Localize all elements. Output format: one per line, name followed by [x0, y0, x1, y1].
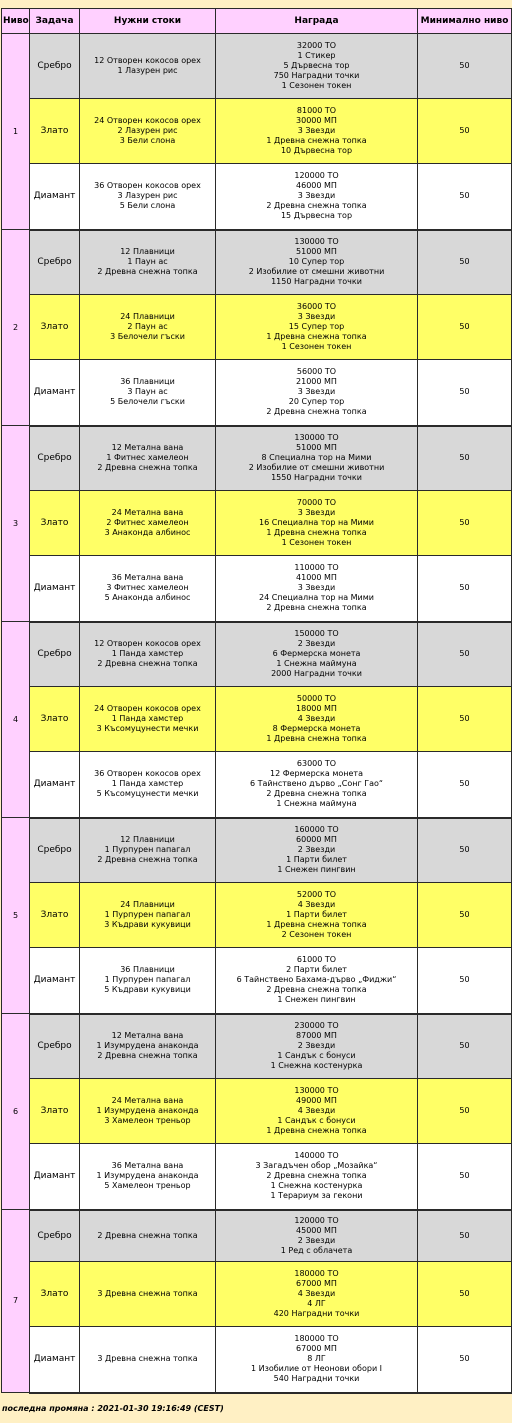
task-cell: Сребро — [30, 426, 80, 491]
reward-line: 1 Древна снежна топка — [266, 734, 367, 743]
reward-line: 63000 ТО — [296, 759, 337, 769]
task-cell: Злато — [30, 1079, 80, 1144]
goods-line: 36 Отворен кокосов орех — [94, 181, 201, 191]
reward-line: 10 Супер тор — [288, 257, 345, 267]
goods-line: 12 Плавници — [120, 835, 175, 845]
reward-line: 21000 МП — [296, 377, 337, 387]
reward-line: 49000 МП — [296, 1096, 337, 1105]
table-row — [2, 99, 512, 164]
reward-line: 1 Древна снежна топка — [266, 920, 367, 929]
reward-line: 10 Дървесна тор — [280, 146, 353, 155]
reward-line: 18000 МП — [296, 704, 337, 713]
goods-line: 24 Метална вана — [111, 1096, 184, 1105]
min-level-cell: 50 — [418, 752, 512, 818]
reward-line: 51000 МП — [296, 247, 337, 257]
goods-line: 3 Паун ас — [127, 387, 168, 397]
reward-line: 4 Звезди — [297, 714, 336, 723]
goods-line: 12 Плавници — [120, 247, 175, 257]
goods-line: 1 Изумрудена анаконда — [96, 1171, 199, 1181]
reward-line: 1 Снежна маймуна — [276, 659, 357, 669]
task-cell: Диамант — [30, 556, 80, 622]
reward-line: 1150 Наградни точки — [271, 277, 362, 287]
goods-line: 36 Отворен кокосов орех — [94, 769, 201, 779]
reward-line: 1 Снежна костенурка — [270, 1061, 363, 1071]
reward-line: 750 Наградни точки — [273, 71, 360, 80]
goods-line: 1 Пурпурен папагал — [104, 975, 191, 985]
goods-cell — [80, 1210, 216, 1262]
min-level-cell: 50 — [418, 818, 512, 883]
goods-line: 24 Плавници — [120, 312, 175, 321]
reward-line: 60000 МП — [296, 835, 337, 845]
level-cell: 4 — [2, 622, 30, 818]
reward-line: 67000 МП — [296, 1279, 337, 1288]
reward-line: 61000 ТО — [296, 955, 337, 965]
goods-line: 5 Къдрави кукувици — [104, 985, 191, 995]
goods-cell — [80, 491, 216, 556]
reward-line: 2 Древна снежна топка — [266, 407, 367, 417]
reward-line: 3 Звезди — [297, 508, 336, 517]
reward-cell — [216, 883, 418, 948]
reward-cell — [216, 34, 418, 99]
goods-cell — [80, 556, 216, 622]
min-level-cell: 50 — [418, 491, 512, 556]
reward-cell — [216, 230, 418, 295]
table-row — [2, 818, 512, 883]
goods-cell — [80, 230, 216, 295]
min-level-cell: 50 — [418, 948, 512, 1014]
level-cell: 5 — [2, 818, 30, 1014]
min-level-cell: 50 — [418, 295, 512, 360]
reward-line: 2 Изобилие от смешни животни — [248, 267, 385, 277]
min-level-cell: 50 — [418, 1079, 512, 1144]
goods-line: 12 Отворен кокосов орех — [94, 56, 201, 65]
reward-line: 160000 ТО — [294, 825, 339, 835]
reward-line: 540 Наградни точки — [273, 1374, 360, 1384]
goods-cell — [80, 1014, 216, 1079]
task-cell: Сребро — [30, 622, 80, 687]
reward-line: 4 Звезди — [297, 1289, 336, 1298]
last-modified: последна промяна : 2021-01-30 19:16:49 (CEST) — [2, 1404, 224, 1413]
goods-line: 2 Древна снежна топка — [97, 1051, 198, 1061]
reward-line: 110000 ТО — [294, 563, 339, 573]
table-row — [2, 687, 512, 752]
task-cell: Диамант — [30, 360, 80, 426]
reward-line: 2 Древна снежна топка — [266, 201, 367, 211]
goods-cell — [80, 295, 216, 360]
goods-line: 1 Панда хамстер — [111, 779, 184, 789]
reward-line: 87000 МП — [296, 1031, 337, 1041]
goods-line: 3 Къдрави кукувици — [104, 920, 191, 929]
reward-line: 180000 ТО — [294, 1269, 339, 1278]
reward-line: 8 Фермерска монета — [272, 724, 361, 733]
goods-line: 5 Белочели гъски — [110, 397, 185, 407]
task-cell: Злато — [30, 491, 80, 556]
table-body — [2, 34, 512, 1393]
goods-cell — [80, 426, 216, 491]
table-row — [2, 883, 512, 948]
table-row — [2, 622, 512, 687]
reward-line: 46000 МП — [296, 181, 337, 191]
reward-line: 120000 ТО — [294, 171, 339, 181]
reward-line: 2 Звезди — [297, 845, 336, 855]
task-cell: Сребро — [30, 1014, 80, 1079]
goods-line: 12 Отворен кокосов орех — [94, 639, 201, 649]
reward-cell — [216, 360, 418, 426]
goods-line: 2 Древна снежна топка — [97, 463, 198, 473]
reward-line: 230000 ТО — [294, 1021, 339, 1031]
table-row — [2, 948, 512, 1014]
task-cell: Диамант — [30, 948, 80, 1014]
reward-cell — [216, 426, 418, 491]
header-task: Задача — [30, 9, 80, 34]
table-row — [2, 491, 512, 556]
reward-line: 32000 ТО — [296, 41, 337, 50]
goods-line: 1 Пурпурен папагал — [104, 910, 191, 919]
reward-line: 3 Загадъчен обор „Мозайка“ — [255, 1161, 378, 1171]
goods-line: 24 Плавници — [120, 900, 175, 909]
goods-line: 12 Метална вана — [111, 443, 184, 453]
reward-line: 4 ЛГ — [307, 1299, 326, 1308]
reward-cell — [216, 99, 418, 164]
goods-line: 12 Метална вана — [111, 1031, 184, 1041]
header-goods: Нужни стоки — [80, 9, 216, 34]
reward-line: 1550 Наградни точки — [271, 473, 362, 483]
min-level-cell: 50 — [418, 1327, 512, 1393]
task-cell: Диамант — [30, 1144, 80, 1210]
goods-cell — [80, 622, 216, 687]
goods-line: 3 Древна снежна топка — [97, 1354, 198, 1364]
task-cell: Сребро — [30, 818, 80, 883]
goods-line: 3 Късомуцунести мечки — [96, 724, 199, 733]
reward-line: 130000 ТО — [294, 237, 339, 247]
table-row — [2, 1144, 512, 1210]
reward-line: 2 Звезди — [297, 639, 336, 649]
reward-line: 2 Древна снежна топка — [266, 985, 367, 995]
reward-cell — [216, 622, 418, 687]
goods-line: 2 Древна снежна топка — [97, 267, 198, 277]
reward-line: 6 Фермерска монета — [272, 649, 361, 659]
goods-cell — [80, 1262, 216, 1327]
goods-line: 3 Древна снежна топка — [97, 1289, 198, 1298]
reward-line: 1 Сандък с бонуси — [277, 1116, 356, 1125]
goods-line: 36 Плавници — [120, 377, 175, 387]
task-cell: Сребро — [30, 1210, 80, 1262]
reward-line: 2 Древна снежна топка — [266, 789, 367, 799]
goods-line: 5 Анаконда албинос — [104, 593, 191, 603]
table-row — [2, 1262, 512, 1327]
level-cell: 3 — [2, 426, 30, 622]
level-cell: 6 — [2, 1014, 30, 1210]
task-cell: Сребро — [30, 34, 80, 99]
min-level-cell: 50 — [418, 1014, 512, 1079]
level-cell: 7 — [2, 1210, 30, 1393]
goods-line: 3 Хамелеон треньор — [104, 1116, 191, 1125]
task-cell: Диамант — [30, 1327, 80, 1393]
reward-line: 3 Звезди — [297, 126, 336, 135]
goods-line: 36 Метална вана — [111, 573, 184, 583]
reward-line: 3 Звезди — [297, 191, 336, 201]
reward-line: 1 Сезонен токен — [281, 81, 352, 90]
reward-line: 1 Древна снежна топка — [266, 1126, 367, 1135]
task-cell: Злато — [30, 295, 80, 360]
min-level-cell: 50 — [418, 622, 512, 687]
reward-line: 1 Древна снежна топка — [266, 136, 367, 145]
reward-line: 2000 Наградни точки — [271, 669, 362, 679]
table-row — [2, 426, 512, 491]
min-level-cell: 50 — [418, 687, 512, 752]
reward-cell — [216, 1262, 418, 1327]
goods-line: 24 Метална вана — [111, 508, 184, 517]
min-level-cell: 50 — [418, 883, 512, 948]
reward-line: 3 Звезди — [297, 312, 336, 321]
goods-cell — [80, 883, 216, 948]
min-level-cell: 50 — [418, 426, 512, 491]
goods-line: 3 Анаконда албинос — [104, 528, 191, 537]
reward-line: 8 Специална тор на Мими — [261, 453, 372, 463]
reward-line: 41000 МП — [296, 573, 337, 583]
reward-line: 56000 ТО — [296, 367, 337, 377]
reward-line: 4 Звезди — [297, 1106, 336, 1115]
reward-line: 36000 ТО — [296, 302, 337, 311]
task-cell: Злато — [30, 99, 80, 164]
table-row — [2, 360, 512, 426]
reward-line: 15 Супер тор — [288, 322, 345, 331]
reward-line: 50000 ТО — [296, 694, 337, 703]
reward-line: 24 Специална тор на Мими — [259, 593, 374, 603]
goods-line: 5 Хамелеон треньор — [104, 1181, 191, 1191]
reward-line: 150000 ТО — [294, 629, 339, 639]
goods-line: 1 Изумрудена анаконда — [96, 1041, 199, 1051]
reward-line: 2 Звезди — [297, 1235, 336, 1245]
reward-line: 20 Супер тор — [288, 397, 345, 407]
table-row — [2, 295, 512, 360]
goods-cell — [80, 34, 216, 99]
task-cell: Злато — [30, 687, 80, 752]
goods-line: 1 Фитнес хамелеон — [106, 453, 189, 463]
goods-cell — [80, 752, 216, 818]
goods-line: 2 Древна снежна топка — [97, 855, 198, 865]
reward-line: 6 Тайнствено дърво „Сонг Гао“ — [249, 779, 384, 789]
reward-cell — [216, 1327, 418, 1393]
goods-cell — [80, 1079, 216, 1144]
reward-line: 3 Звезди — [297, 387, 336, 397]
reward-line: 1 Снежна маймуна — [276, 799, 357, 809]
reward-line: 2 Древна снежна топка — [266, 603, 367, 613]
reward-line: 130000 ТО — [294, 433, 339, 443]
min-level-cell: 50 — [418, 34, 512, 99]
goods-line: 36 Метална вана — [111, 1161, 184, 1171]
table-row — [2, 1079, 512, 1144]
reward-line: 16 Специална тор на Мими — [259, 518, 374, 527]
goods-line: 24 Отворен кокосов орех — [94, 704, 201, 713]
table-row — [2, 1327, 512, 1393]
goods-cell — [80, 1327, 216, 1393]
min-level-cell: 50 — [418, 230, 512, 295]
reward-line: 1 Сандък с бонуси — [277, 1051, 356, 1061]
goods-line: 1 Панда хамстер — [111, 714, 184, 723]
goods-line: 1 Пурпурен папагал — [104, 845, 191, 855]
reward-cell — [216, 295, 418, 360]
min-level-cell: 50 — [418, 164, 512, 230]
table-row — [2, 34, 512, 99]
reward-line: 1 Тераpиум за гекони — [270, 1191, 363, 1201]
table-row — [2, 752, 512, 818]
task-cell: Злато — [30, 1262, 80, 1327]
goods-line: 1 Паун ас — [127, 257, 168, 267]
reward-line: 1 Парти билет — [286, 855, 347, 865]
quest-table — [1, 8, 512, 1394]
goods-line: 2 Древна снежна топка — [97, 1230, 198, 1240]
min-level-cell: 50 — [418, 1262, 512, 1327]
reward-line: 1 Снежен пингвин — [277, 995, 356, 1005]
reward-line: 1 Древна снежна топка — [266, 528, 367, 537]
reward-line: 1 Древна снежна топка — [266, 332, 367, 341]
task-cell: Диамант — [30, 752, 80, 818]
reward-cell — [216, 752, 418, 818]
reward-line: 2 Парти билет — [286, 965, 347, 975]
table-row — [2, 1210, 512, 1262]
reward-line: 45000 МП — [296, 1225, 337, 1235]
reward-line: 12 Фермерска монета — [270, 769, 363, 779]
reward-cell — [216, 1014, 418, 1079]
goods-cell — [80, 687, 216, 752]
reward-line: 8 ЛГ — [307, 1354, 326, 1364]
reward-line: 1 Стикер — [297, 51, 336, 60]
reward-cell — [216, 948, 418, 1014]
reward-line: 67000 МП — [296, 1344, 337, 1354]
reward-line: 3 Звезди — [297, 583, 336, 593]
table-row — [2, 164, 512, 230]
min-level-cell: 50 — [418, 1144, 512, 1210]
reward-line: 1 Ред с облачета — [280, 1245, 353, 1255]
reward-line: 130000 ТО — [294, 1086, 339, 1095]
goods-line: 1 Изумрудена анаконда — [96, 1106, 199, 1115]
goods-cell — [80, 99, 216, 164]
goods-line: 5 Бели слона — [119, 201, 176, 211]
table-row — [2, 1014, 512, 1079]
goods-line: 3 Белочели гъски — [110, 332, 185, 341]
table-row — [2, 556, 512, 622]
goods-cell — [80, 360, 216, 426]
min-level-cell: 50 — [418, 1210, 512, 1262]
goods-line: 3 Лазурен рис — [117, 191, 178, 201]
reward-cell — [216, 687, 418, 752]
reward-line: 1 Парти билет — [286, 910, 347, 919]
task-cell: Злато — [30, 883, 80, 948]
reward-line: 70000 ТО — [296, 498, 337, 507]
reward-line: 140000 ТО — [294, 1151, 339, 1161]
reward-line: 5 Дървесна тор — [283, 61, 350, 70]
goods-cell — [80, 818, 216, 883]
reward-line: 1 Сезонен токен — [281, 342, 352, 351]
header-reward: Награда — [216, 9, 418, 34]
goods-line: 36 Плавници — [120, 965, 175, 975]
reward-line: 2 Изобилие от смешни животни — [248, 463, 385, 473]
goods-line: 2 Паун ас — [127, 322, 168, 331]
level-cell: 1 — [2, 34, 30, 230]
reward-cell — [216, 1210, 418, 1262]
goods-line: 2 Древна снежна топка — [97, 659, 198, 669]
min-level-cell: 50 — [418, 99, 512, 164]
goods-line: 24 Отворен кокосов орех — [94, 116, 201, 125]
reward-cell — [216, 1144, 418, 1210]
goods-line: 2 Фитнес хамелеон — [106, 518, 189, 527]
goods-line: 3 Фитнес хамелеон — [106, 583, 189, 593]
reward-line: 81000 ТО — [296, 106, 337, 115]
reward-cell — [216, 818, 418, 883]
task-cell: Сребро — [30, 230, 80, 295]
goods-line: 2 Лазурен рис — [117, 126, 178, 135]
reward-cell — [216, 1079, 418, 1144]
reward-line: 1 Снежен пингвин — [277, 865, 356, 875]
reward-cell — [216, 164, 418, 230]
min-level-cell: 50 — [418, 360, 512, 426]
min-level-cell: 50 — [418, 556, 512, 622]
goods-line: 1 Панда хамстер — [111, 649, 184, 659]
reward-line: 51000 МП — [296, 443, 337, 453]
reward-line: 30000 МП — [296, 116, 337, 125]
header-row — [2, 9, 512, 34]
goods-line: 5 Късомуцунести мечки — [96, 789, 199, 799]
table-row — [2, 230, 512, 295]
goods-line: 3 Бели слона — [119, 136, 176, 145]
reward-cell — [216, 556, 418, 622]
reward-line: 120000 ТО — [294, 1215, 339, 1225]
goods-cell — [80, 1144, 216, 1210]
task-cell: Диамант — [30, 164, 80, 230]
reward-line: 52000 ТО — [296, 890, 337, 899]
reward-line: 2 Звезди — [297, 1041, 336, 1051]
reward-line: 180000 ТО — [294, 1334, 339, 1344]
reward-line: 2 Сезонен токен — [281, 930, 352, 939]
reward-line: 4 Звезди — [297, 900, 336, 909]
reward-line: 15 Дървесна тор — [280, 211, 353, 221]
reward-line: 2 Древна снежна топка — [266, 1171, 367, 1181]
reward-line: 1 Сезонен токен — [281, 538, 352, 547]
goods-line: 1 Лазурен рис — [117, 66, 178, 75]
reward-line: 1 Снежна костенурка — [270, 1181, 363, 1191]
header-level: Ниво — [2, 9, 30, 34]
reward-line: 6 Тайнствено Бахама-дърво „Фиджи“ — [236, 975, 397, 985]
level-cell: 2 — [2, 230, 30, 426]
reward-cell — [216, 491, 418, 556]
reward-line: 1 Изобилие от Неонови обори I — [250, 1364, 383, 1374]
reward-line: 420 Наградни точки — [273, 1309, 360, 1318]
goods-cell — [80, 164, 216, 230]
header-min-level: Минимално ниво — [418, 9, 512, 34]
goods-cell — [80, 948, 216, 1014]
